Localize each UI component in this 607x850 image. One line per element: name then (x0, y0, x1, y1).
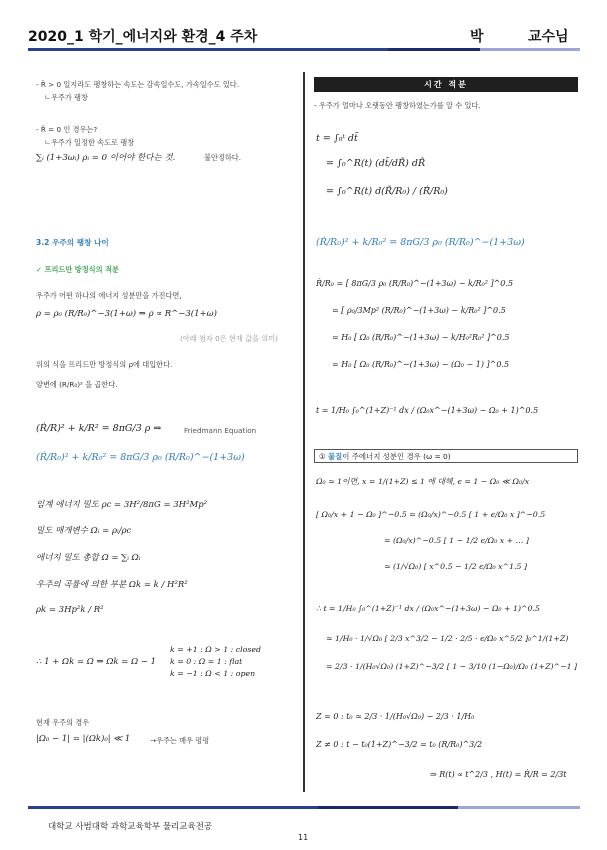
note: (아래 첨자 0은 현재 값을 의미) (180, 334, 278, 343)
case-closed: k = +1 : Ω > 1 : closed (170, 645, 261, 654)
author-name: 박 (470, 29, 484, 45)
equation: = [ ρ₀/3Mp² (R/R₀)^−(1+3ω) − k/R₀² ]^0.5 (332, 306, 506, 315)
equation: ⇒ R(t) ∝ t^2/3 , H(t) = Ṙ/R = 2/3t (430, 770, 567, 779)
equation: ≃ 1/H₀ · 1/√Ω₀ [ 2/3 x^3/2 − 1/2 · 2/5 · ϵ/Ω₀ x^5/2 ]₀^1/(1+Z) (326, 634, 569, 643)
page-title: 2020_1 학기_에너지와 환경_4 주차 (28, 29, 258, 45)
text-line: 불안정하다. (204, 153, 242, 162)
text-line: 우주가 어떤 하나의 에너지 성분만을 가진다면, (36, 291, 182, 300)
equation: t = 1/H₀ ∫₀^(1+Z)⁻¹ dx / (Ω₀x^−(1+3ω) − Ω₀ + 1)^0.5 (316, 406, 539, 415)
equation: ρk = 3Hp²k / R² (36, 605, 104, 615)
text-line: - R̈ > 0 일지라도 팽창하는 속도는 감속일수도, 가속일수도 있다. (36, 80, 240, 89)
header-rule-mid (388, 48, 480, 51)
subsection-heading: ✓ 프리드만 방정식의 적분 (36, 265, 119, 274)
equation: Ω₀ ≃ 1이면, x = 1/(1+Z) ≤ 1 에 대해, ϵ = 1 − Ω₀ ≪ Ω₀/x (316, 477, 530, 486)
page-number: 11 (298, 833, 309, 842)
equation: Z = 0 : t₀ ≃ 2/3 · 1/(H₀√Ω₀) − 2/3 · 1/H₀ (316, 712, 475, 721)
section-heading: 3.2 우주의 팽창 나이 (36, 238, 109, 247)
equation: ∑ᵢ (1+3ωᵢ) ρᵢ = 0 이어야 한다는 것. (36, 153, 176, 163)
equation-label: Friedmann Equation (184, 426, 257, 435)
equation: 우주의 곡률에 의한 부분 Ωk = k / H²R² (36, 580, 188, 590)
equation: ∴ t = 1/H₀ ∫₀^(1+Z)⁻¹ dx / (Ω₀x^−(1+3ω) − Ω₀ + 1)^0.5 (316, 604, 540, 613)
text-line: - 우주가 얼마나 오랫동안 팽창하였는가를 알 수 있다. (314, 101, 481, 110)
text-line: 위의 식을 프리드만 방정식의 ρ에 대입한다. (36, 360, 173, 369)
text-line: 현재 우주의 경우 (36, 718, 90, 727)
case-description: 이 주에너지 성분인 경우 (ω = 0) (342, 452, 451, 461)
equation: (Ṙ/R)² + k/R² = 8πG/3 ρ ⇒ (36, 423, 162, 434)
equation: ∴ 1 + Ωk = Ω ⇒ Ωk = Ω − 1 (36, 657, 157, 667)
equation: = H₀ [ Ω₀ (R/R₀)^−(1+3ω) − k/H₀²R₀² ]^0.5 (332, 333, 510, 342)
case-number: ① (319, 452, 326, 461)
text-line: - R̈ = 0 인 경우는? (36, 125, 98, 134)
case-flat: k = 0 : Ω = 1 : flat (170, 657, 243, 666)
equation: = ∫₀^R(t) (dt̃/dR̃) dR̃ (326, 158, 426, 169)
text-line: →우주는 매우 평평 (150, 736, 210, 745)
equation: = H₀ [ Ω₀ (R/R₀)^−(1+3ω) − (Ω₀ − 1) ]^0.5 (332, 360, 510, 369)
footer-rule-left (28, 806, 318, 809)
header-rule-right (480, 48, 580, 51)
equation: |Ω₀ − 1| = |(Ωk)₀| ≪ 1 (36, 734, 131, 744)
equation-highlight: (Ṙ/R₀)² + k/R₀² = 8πG/3 ρ₀ (R/R₀)^−(1+3ω) (36, 452, 245, 463)
header-rule-left (28, 48, 388, 51)
case-keyword: 물질 (328, 452, 343, 461)
equation: 밀도 매개변수 Ωᵢ = ρᵢ/ρc (36, 526, 132, 536)
equation: Ṙ/R₀ = [ 8πG/3 ρ₀ (R/R₀)^−(1+3ω) − k/R₀² ]^0.5 (316, 279, 514, 288)
text-line: ㄴ우주가 일정한 속도로 팽창 (44, 138, 135, 147)
column-divider (303, 72, 305, 792)
equation: ρ = ρ₀ (R/R₀)^−3(1+ω) ⇒ ρ ∝ R^−3(1+ω) (36, 309, 217, 319)
equation: Z ≠ 0 : t − t₀(1+Z)^−3/2 = t₀ (R/R₀)^3/2 (316, 740, 483, 749)
case-box (314, 449, 578, 463)
equation: = ∫₀^R(t) d(R̃/R₀) / (Ṙ̃/R₀) (326, 186, 448, 197)
equation: t = ∫₀ᵗ dt̃ (316, 133, 358, 144)
equation: [ Ω₀/x + 1 − Ω₀ ]^−0.5 = (Ω₀/x)^−0.5 [ 1 + ϵ/Ω₀ x ]^−0.5 (316, 510, 546, 519)
equation: = (Ω₀/x)^−0.5 [ 1 − 1/2 ϵ/Ω₀ x + … ] (384, 536, 529, 545)
equation: = 2/3 · 1/(H₀√Ω₀) (1+Z)^−3/2 [ 1 − 3/10 (1−Ω₀)/Ω₀ (1+Z)^−1 ] (326, 662, 578, 671)
equation: ≃ (1/√Ω₀) [ x^0.5 − 1/2 ϵ/Ω₀ x^1.5 ] (384, 562, 527, 571)
section-box-title: 시간 적분 (314, 77, 578, 92)
footer-department: 대학교 사범대학 과학교육학부 물리교육전공 (48, 822, 213, 832)
equation-highlight: (Ṙ/R₀)² + k/R₀² = 8πG/3 ρ₀ (R/R₀)^−(1+3ω) (316, 237, 525, 248)
equation: 임계 에너지 밀도 ρc = 3H²/8πG = 3H²Mp² (36, 500, 208, 510)
footer-rule-right (458, 806, 580, 809)
text-line: 양변에 (R/R₀)² 을 곱한다. (36, 380, 118, 389)
author-honorific: 교수님 (528, 29, 569, 45)
equation: 에너지 밀도 총합 Ω = ∑ᵢ Ωᵢ (36, 553, 141, 563)
footer-rule-mid (318, 806, 458, 809)
text-line: ㄴ우주가 팽창 (44, 93, 88, 102)
case-open: k = −1 : Ω < 1 : open (170, 669, 256, 678)
